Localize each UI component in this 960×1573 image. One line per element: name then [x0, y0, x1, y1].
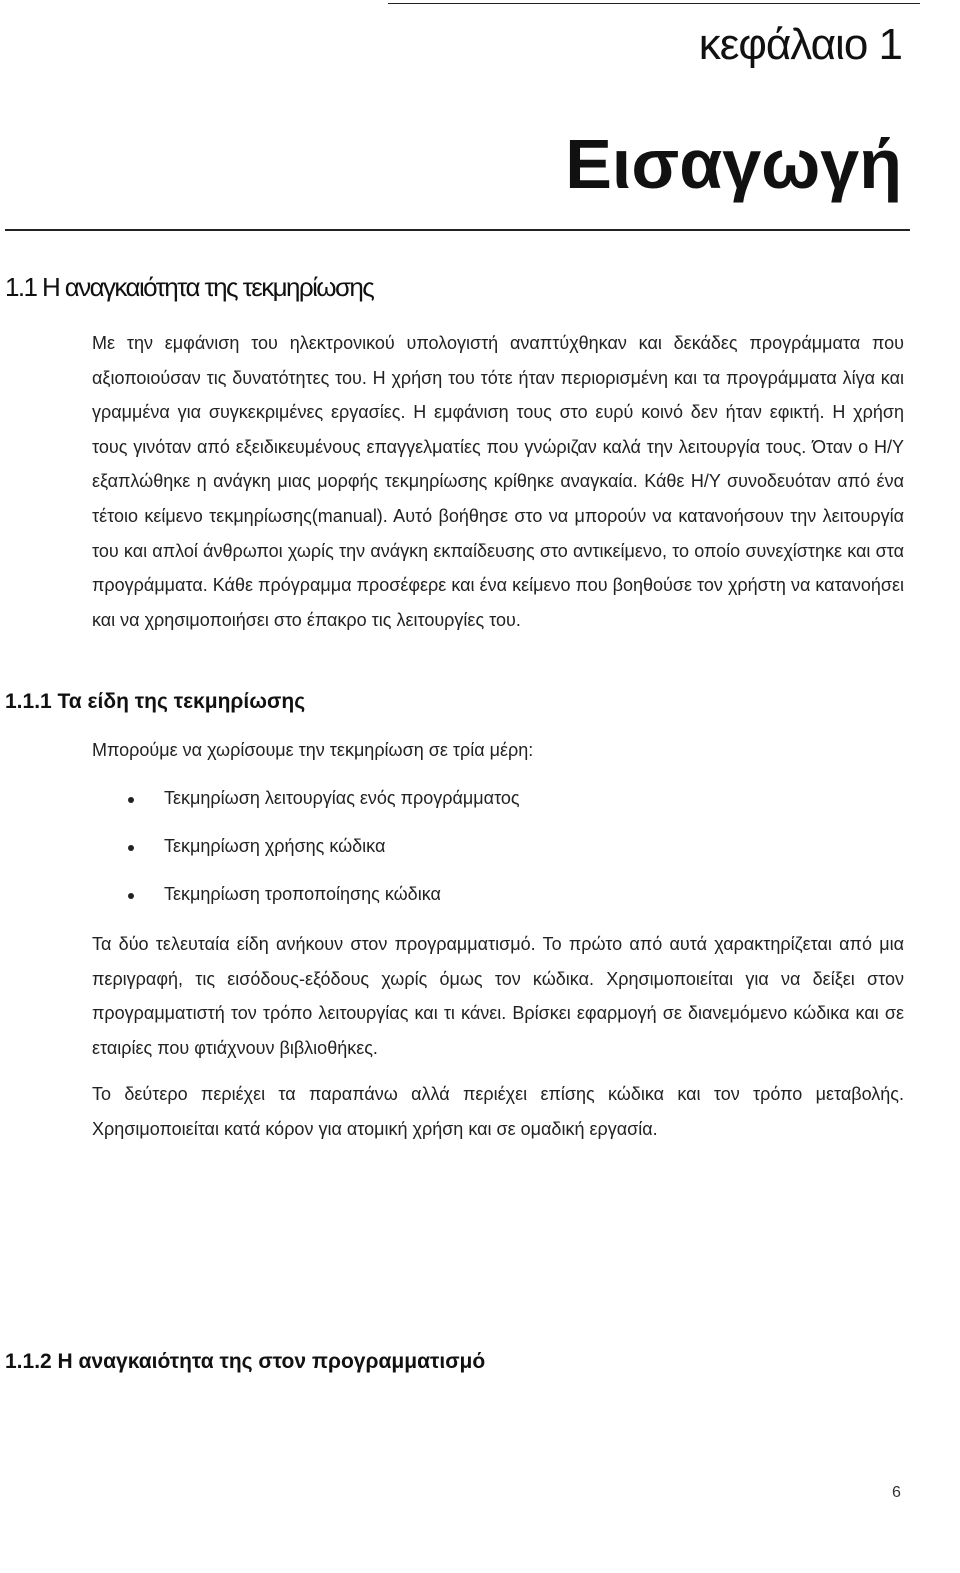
list-item-text: Τεκμηρίωση τροποποίησης κώδικα	[164, 884, 441, 904]
list-item	[0, 832, 700, 862]
bullet-icon	[128, 845, 134, 851]
chapter-label: κεφάλαιο 1	[698, 20, 902, 69]
subsection-heading-types: 1.1.1 Τα είδη της τεκμηρίωσης	[5, 690, 306, 713]
subsection-paragraph-2: Το δεύτερο περιέχει τα παραπάνω αλλά περιέχει επίσης κώδικα και τον τρόπο μεταβολής. Χρησιμοποιείται κατά κόρον για ατομική χρήση και σε ομαδική εργασία.	[92, 1084, 904, 1139]
subsection-intro: Μπορούμε να χωρίσουμε την τεκμηρίωση σε τρία μέρη:	[92, 740, 534, 760]
subsection-paragraph-1: Τα δύο τελευταία είδη ανήκουν στον προγραμματισμό. Το πρώτο από αυτά χαρακτηρίζεται από μια περιγραφή, τις εισόδους-εξόδους χωρίς όμως τον κώδικα. Χρησιμοποιείται για να δείξει στον προγραμματιστή τον τρόπο λειτουργίας και τι κάνει. Βρίσκει εφαρμογή σε διανεμόμενο κώδικα και σε εταιρίες που φτιάχνουν βιβλιοθήκες.	[92, 934, 904, 1058]
top-rule	[388, 3, 920, 4]
section-heading: 1.1 Η αναγκαιότητα της τεκμηρίωσης	[5, 272, 374, 302]
list-item-text: Τεκμηρίωση λειτουργίας ενός προγράμματος	[164, 788, 520, 808]
title-rule	[5, 229, 910, 231]
list-item	[0, 880, 700, 910]
section-paragraph: Με την εμφάνιση του ηλεκτρονικού υπολογιστή αναπτύχθηκαν και δεκάδες προγράμματα που αξιοποιούσαν τις δυνατότητες του. Η χρήση του τότε ήταν περιορισμένη και τα προγράμματα λίγα και γραμμένα για συγκεκριμένες εργασίες. Η εμφάνιση τους στο ευρύ κοινό δεν ήταν εφικτή. Η χρήση τους γινόταν από εξειδικευμένους επαγγελματίες που γνώριζαν καλά την λειτουργία τους. Όταν ο Η/Υ εξαπλώθηκε η ανάγκη μιας μορφής τεκμηρίωσης κρίθηκε αναγκαία. Κάθε Η/Υ συνοδευόταν από ένα τέτοιο κείμενο τεκμηρίωσης(manual). Αυτό βοήθησε στο να μπορούν να κατανοήσουν την λειτουργία του και απλοί άνθρωποι χωρίς την ανάγκη εκπαίδευσης στο αντικείμενο, το οποίο συνεχίστηκε και στα προγράμματα. Κάθε πρόγραμμα προσέφερε και ένα κείμενο που βοηθούσε τον χρήστη να κατανοήσει και να χρησιμοποιήσει στο έπακρο τις λειτουργίες του.	[92, 333, 904, 630]
page-number: 6	[892, 1484, 901, 1501]
list-item	[0, 784, 700, 814]
bullet-icon	[128, 893, 134, 899]
bullet-icon	[128, 797, 134, 803]
subsection-heading-programming: 1.1.2 Η αναγκαιότητα της στον προγραμματισμό	[5, 1350, 486, 1373]
list-item-text: Τεκμηρίωση χρήσης κώδικα	[164, 836, 386, 856]
chapter-title: Εισαγωγή	[565, 125, 902, 203]
